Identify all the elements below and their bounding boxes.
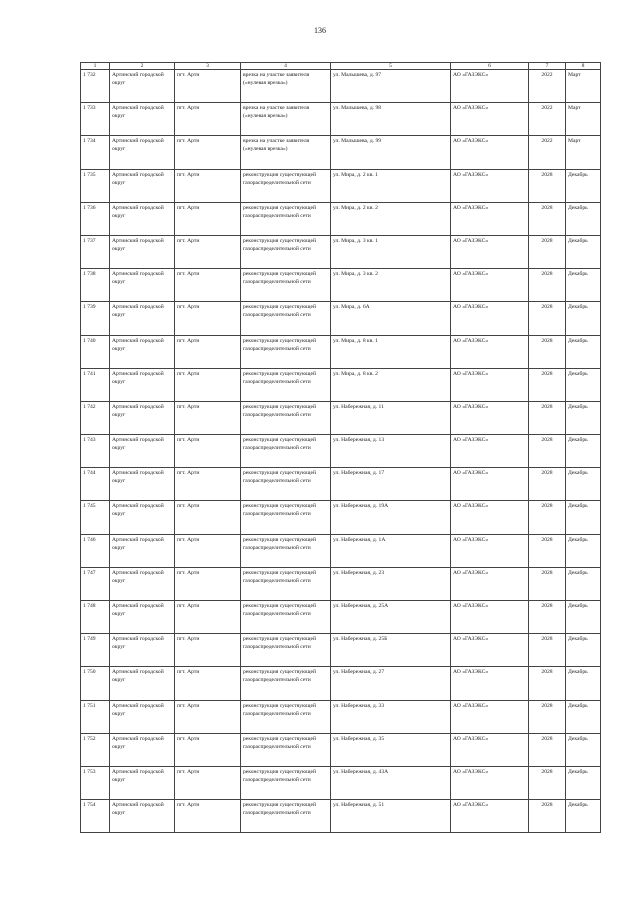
data-table	[80, 62, 601, 833]
settlement-cell: пгт. Арти	[175, 766, 241, 799]
work-type-cell: реконструкция существующей газораспределительной сети	[241, 634, 331, 667]
organization-cell: АО «ГАЗЭКС»	[451, 468, 529, 501]
table-row	[81, 468, 601, 501]
column-header: 2	[110, 63, 175, 70]
year-cell: 2028	[529, 302, 566, 335]
settlement-cell: пгт. Арти	[175, 269, 241, 302]
month-cell: Декабрь	[566, 700, 601, 733]
address-cell: ул. Набережная, д. 51	[331, 800, 451, 833]
organization-cell: АО «ГАЗЭКС»	[451, 401, 529, 434]
column-header: 4	[241, 63, 331, 70]
address-cell: ул. Набережная, д. 23	[331, 567, 451, 600]
settlement-cell: пгт. Арти	[175, 601, 241, 634]
district-cell: Артинский городской округ	[110, 169, 175, 202]
district-cell: Артинский городской округ	[110, 335, 175, 368]
organization-cell: АО «ГАЗЭКС»	[451, 335, 529, 368]
table-row	[81, 601, 601, 634]
year-cell: 2028	[529, 634, 566, 667]
column-header: 6	[451, 63, 529, 70]
table-row	[81, 169, 601, 202]
table-row	[81, 667, 601, 700]
table-row	[81, 435, 601, 468]
organization-cell: АО «ГАЗЭКС»	[451, 601, 529, 634]
address-cell: ул. Набережная, д. 17	[331, 468, 451, 501]
month-cell: Декабрь	[566, 534, 601, 567]
month-cell: Декабрь	[566, 601, 601, 634]
address-cell: ул. Набережная, д. 11	[331, 401, 451, 434]
work-type-cell: реконструкция существующей газораспределительной сети	[241, 269, 331, 302]
table-row	[81, 335, 601, 368]
address-cell: ул. Мира, д. 2 кв. 2	[331, 202, 451, 235]
year-cell: 2028	[529, 235, 566, 268]
settlement-cell: пгт. Арти	[175, 468, 241, 501]
address-cell: ул. Мира, д. 8 кв. 1	[331, 335, 451, 368]
work-type-cell: реконструкция существующей газораспределительной сети	[241, 302, 331, 335]
work-type-cell: врезка на участке заявителя («нулевая врезка»)	[241, 70, 331, 103]
settlement-cell: пгт. Арти	[175, 70, 241, 103]
row-number-cell: 1 734	[81, 136, 110, 169]
organization-cell: АО «ГАЗЭКС»	[451, 700, 529, 733]
month-cell: Декабрь	[566, 733, 601, 766]
row-number-cell: 1 741	[81, 368, 110, 401]
address-cell: ул. Мира, д. 2 кв. 1	[331, 169, 451, 202]
settlement-cell: пгт. Арти	[175, 235, 241, 268]
address-cell: ул. Мира, д. 3 кв. 2	[331, 269, 451, 302]
month-cell: Декабрь	[566, 501, 601, 534]
district-cell: Артинский городской округ	[110, 567, 175, 600]
year-cell: 2028	[529, 335, 566, 368]
district-cell: Артинский городской округ	[110, 634, 175, 667]
work-type-cell: реконструкция существующей газораспределительной сети	[241, 335, 331, 368]
district-cell: Артинский городской округ	[110, 800, 175, 833]
settlement-cell: пгт. Арти	[175, 667, 241, 700]
work-type-cell: врезка на участке заявителя («нулевая врезка»)	[241, 136, 331, 169]
row-number-cell: 1 742	[81, 401, 110, 434]
table-row	[81, 103, 601, 136]
district-cell: Артинский городской округ	[110, 733, 175, 766]
organization-cell: АО «ГАЗЭКС»	[451, 302, 529, 335]
address-cell: ул. Мира, д. 8 кв. 2	[331, 368, 451, 401]
address-cell: ул. Набережная, д. 1А	[331, 534, 451, 567]
row-number-cell: 1 744	[81, 468, 110, 501]
address-cell: ул. Набережная, д. 13	[331, 435, 451, 468]
work-type-cell: реконструкция существующей газораспределительной сети	[241, 667, 331, 700]
address-cell: ул. Набережная, д. 19А	[331, 501, 451, 534]
district-cell: Артинский городской округ	[110, 501, 175, 534]
row-number-cell: 1 739	[81, 302, 110, 335]
table-row	[81, 634, 601, 667]
address-cell: ул. Набережная, д. 25А	[331, 601, 451, 634]
work-type-cell: реконструкция существующей газораспределительной сети	[241, 567, 331, 600]
district-cell: Артинский городской округ	[110, 368, 175, 401]
row-number-cell: 1 737	[81, 235, 110, 268]
month-cell: Декабрь	[566, 468, 601, 501]
month-cell: Декабрь	[566, 800, 601, 833]
work-type-cell: реконструкция существующей газораспределительной сети	[241, 368, 331, 401]
column-header: 7	[529, 63, 566, 70]
address-cell: ул. Набережная, д. 27	[331, 667, 451, 700]
settlement-cell: пгт. Арти	[175, 534, 241, 567]
district-cell: Артинский городской округ	[110, 766, 175, 799]
work-type-cell: реконструкция существующей газораспределительной сети	[241, 235, 331, 268]
table-row	[81, 401, 601, 434]
month-cell: Декабрь	[566, 401, 601, 434]
settlement-cell: пгт. Арти	[175, 733, 241, 766]
address-cell: ул. Малышева, д. 98	[331, 103, 451, 136]
month-cell: Декабрь	[566, 567, 601, 600]
address-cell: ул. Набережная, д. 43А	[331, 766, 451, 799]
work-type-cell: реконструкция существующей газораспределительной сети	[241, 501, 331, 534]
table-row	[81, 136, 601, 169]
year-cell: 2028	[529, 501, 566, 534]
year-cell: 2028	[529, 733, 566, 766]
month-cell: Декабрь	[566, 235, 601, 268]
year-cell: 2028	[529, 202, 566, 235]
row-number-cell: 1 750	[81, 667, 110, 700]
district-cell: Артинский городской округ	[110, 269, 175, 302]
year-cell: 2028	[529, 667, 566, 700]
year-cell: 2028	[529, 601, 566, 634]
header-row	[81, 63, 601, 70]
table-row	[81, 70, 601, 103]
address-cell: ул. Мира, д. 3 кв. 1	[331, 235, 451, 268]
column-header: 8	[566, 63, 601, 70]
organization-cell: АО «ГАЗЭКС»	[451, 534, 529, 567]
organization-cell: АО «ГАЗЭКС»	[451, 800, 529, 833]
year-cell: 2022	[529, 103, 566, 136]
settlement-cell: пгт. Арти	[175, 501, 241, 534]
address-cell: ул. Набережная, д. 33	[331, 700, 451, 733]
month-cell: Декабрь	[566, 368, 601, 401]
settlement-cell: пгт. Арти	[175, 700, 241, 733]
district-cell: Артинский городской округ	[110, 401, 175, 434]
organization-cell: АО «ГАЗЭКС»	[451, 368, 529, 401]
settlement-cell: пгт. Арти	[175, 567, 241, 600]
organization-cell: АО «ГАЗЭКС»	[451, 501, 529, 534]
settlement-cell: пгт. Арти	[175, 800, 241, 833]
table-row	[81, 269, 601, 302]
work-type-cell: реконструкция существующей газораспределительной сети	[241, 700, 331, 733]
row-number-cell: 1 740	[81, 335, 110, 368]
district-cell: Артинский городской округ	[110, 435, 175, 468]
organization-cell: АО «ГАЗЭКС»	[451, 103, 529, 136]
district-cell: Артинский городской округ	[110, 302, 175, 335]
row-number-cell: 1 746	[81, 534, 110, 567]
work-type-cell: реконструкция существующей газораспределительной сети	[241, 733, 331, 766]
month-cell: Декабрь	[566, 667, 601, 700]
row-number-cell: 1 745	[81, 501, 110, 534]
work-type-cell: реконструкция существующей газораспределительной сети	[241, 468, 331, 501]
table-row	[81, 501, 601, 534]
row-number-cell: 1 738	[81, 269, 110, 302]
work-type-cell: реконструкция существующей газораспределительной сети	[241, 534, 331, 567]
table-row	[81, 766, 601, 799]
month-cell: Декабрь	[566, 302, 601, 335]
month-cell: Декабрь	[566, 269, 601, 302]
year-cell: 2028	[529, 468, 566, 501]
month-cell: Март	[566, 70, 601, 103]
year-cell: 2028	[529, 435, 566, 468]
year-cell: 2022	[529, 70, 566, 103]
district-cell: Артинский городской округ	[110, 202, 175, 235]
organization-cell: АО «ГАЗЭКС»	[451, 269, 529, 302]
address-cell: ул. Мира, д. 6А	[331, 302, 451, 335]
row-number-cell: 1 748	[81, 601, 110, 634]
work-type-cell: реконструкция существующей газораспределительной сети	[241, 169, 331, 202]
page-number: 136	[314, 26, 326, 35]
organization-cell: АО «ГАЗЭКС»	[451, 766, 529, 799]
work-type-cell: реконструкция существующей газораспределительной сети	[241, 401, 331, 434]
column-header: 1	[81, 63, 110, 70]
row-number-cell: 1 743	[81, 435, 110, 468]
year-cell: 2028	[529, 368, 566, 401]
district-cell: Артинский городской округ	[110, 667, 175, 700]
month-cell: Март	[566, 103, 601, 136]
table-body	[81, 70, 601, 833]
work-type-cell: реконструкция существующей газораспределительной сети	[241, 601, 331, 634]
table-row	[81, 700, 601, 733]
month-cell: Март	[566, 136, 601, 169]
organization-cell: АО «ГАЗЭКС»	[451, 667, 529, 700]
column-header: 5	[331, 63, 451, 70]
district-cell: Артинский городской округ	[110, 235, 175, 268]
district-cell: Артинский городской округ	[110, 534, 175, 567]
address-cell: ул. Малышева, д. 97	[331, 70, 451, 103]
month-cell: Декабрь	[566, 169, 601, 202]
row-number-cell: 1 747	[81, 567, 110, 600]
table-row	[81, 302, 601, 335]
work-type-cell: реконструкция существующей газораспределительной сети	[241, 800, 331, 833]
district-cell: Артинский городской округ	[110, 601, 175, 634]
year-cell: 2028	[529, 269, 566, 302]
year-cell: 2028	[529, 169, 566, 202]
address-cell: ул. Малышева, д. 99	[331, 136, 451, 169]
settlement-cell: пгт. Арти	[175, 302, 241, 335]
organization-cell: АО «ГАЗЭКС»	[451, 733, 529, 766]
settlement-cell: пгт. Арти	[175, 435, 241, 468]
month-cell: Декабрь	[566, 435, 601, 468]
year-cell: 2028	[529, 534, 566, 567]
row-number-cell: 1 754	[81, 800, 110, 833]
organization-cell: АО «ГАЗЭКС»	[451, 435, 529, 468]
month-cell: Декабрь	[566, 335, 601, 368]
work-type-cell: реконструкция существующей газораспределительной сети	[241, 435, 331, 468]
settlement-cell: пгт. Арти	[175, 368, 241, 401]
settlement-cell: пгт. Арти	[175, 136, 241, 169]
row-number-cell: 1 735	[81, 169, 110, 202]
organization-cell: АО «ГАЗЭКС»	[451, 169, 529, 202]
month-cell: Декабрь	[566, 766, 601, 799]
table-row	[81, 202, 601, 235]
row-number-cell: 1 753	[81, 766, 110, 799]
district-cell: Артинский городской округ	[110, 136, 175, 169]
month-cell: Декабрь	[566, 634, 601, 667]
district-cell: Артинский городской округ	[110, 103, 175, 136]
work-type-cell: реконструкция существующей газораспределительной сети	[241, 766, 331, 799]
table-row	[81, 235, 601, 268]
year-cell: 2022	[529, 136, 566, 169]
district-cell: Артинский городской округ	[110, 70, 175, 103]
district-cell: Артинский городской округ	[110, 468, 175, 501]
table-row	[81, 534, 601, 567]
year-cell: 2028	[529, 700, 566, 733]
work-type-cell: врезка на участке заявителя («нулевая врезка»)	[241, 103, 331, 136]
row-number-cell: 1 751	[81, 700, 110, 733]
organization-cell: АО «ГАЗЭКС»	[451, 634, 529, 667]
settlement-cell: пгт. Арти	[175, 202, 241, 235]
organization-cell: АО «ГАЗЭКС»	[451, 235, 529, 268]
organization-cell: АО «ГАЗЭКС»	[451, 567, 529, 600]
row-number-cell: 1 749	[81, 634, 110, 667]
row-number-cell: 1 733	[81, 103, 110, 136]
column-header: 3	[175, 63, 241, 70]
settlement-cell: пгт. Арти	[175, 401, 241, 434]
organization-cell: АО «ГАЗЭКС»	[451, 202, 529, 235]
address-cell: ул. Набережная, д. 35	[331, 733, 451, 766]
settlement-cell: пгт. Арти	[175, 634, 241, 667]
row-number-cell: 1 732	[81, 70, 110, 103]
year-cell: 2028	[529, 800, 566, 833]
table-row	[81, 567, 601, 600]
work-type-cell: реконструкция существующей газораспределительной сети	[241, 202, 331, 235]
row-number-cell: 1 752	[81, 733, 110, 766]
month-cell: Декабрь	[566, 202, 601, 235]
organization-cell: АО «ГАЗЭКС»	[451, 70, 529, 103]
settlement-cell: пгт. Арти	[175, 169, 241, 202]
year-cell: 2028	[529, 401, 566, 434]
table-row	[81, 733, 601, 766]
settlement-cell: пгт. Арти	[175, 103, 241, 136]
year-cell: 2028	[529, 766, 566, 799]
row-number-cell: 1 736	[81, 202, 110, 235]
settlement-cell: пгт. Арти	[175, 335, 241, 368]
year-cell: 2028	[529, 567, 566, 600]
district-cell: Артинский городской округ	[110, 700, 175, 733]
table-row	[81, 800, 601, 833]
table-row	[81, 368, 601, 401]
organization-cell: АО «ГАЗЭКС»	[451, 136, 529, 169]
address-cell: ул. Набережная, д. 25Б	[331, 634, 451, 667]
